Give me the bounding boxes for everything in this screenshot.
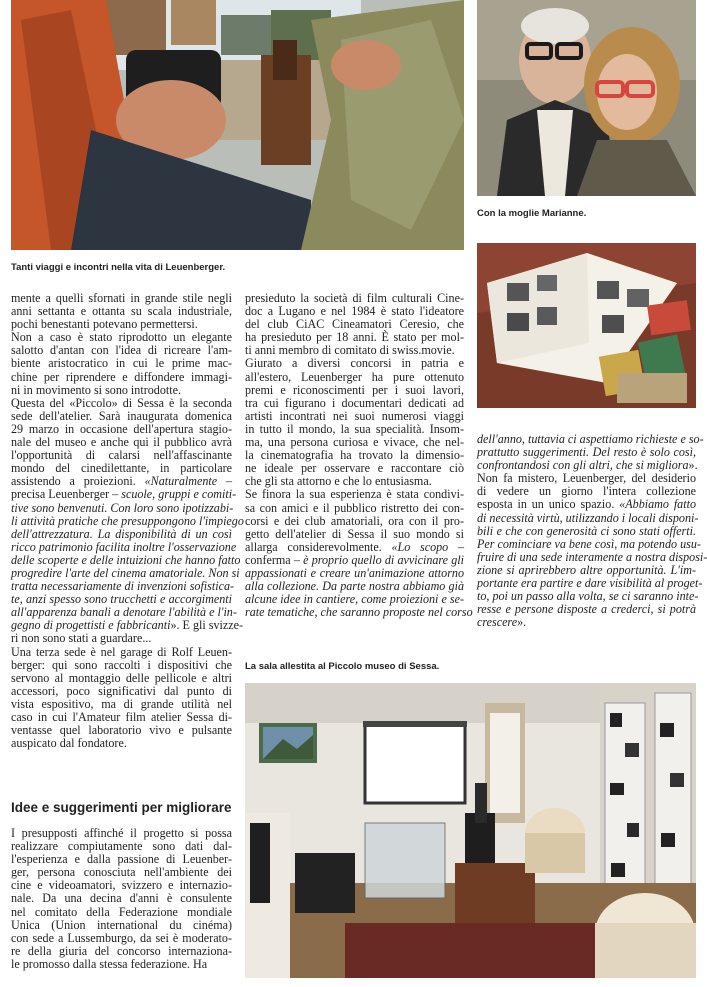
- col2-line: in tutto il mondo, la sua specialità. Insom-: [245, 421, 464, 436]
- col1b-line: con sede a Lussemburgo, da sei è moderato-: [11, 930, 232, 945]
- section-heading: Idee e suggerimenti per migliorare: [11, 800, 232, 815]
- col3-line: prattutto suggerimenti. Del resto è solo così,: [477, 445, 696, 460]
- col2-line: alla collezione. Da parte nostra abbiamo già: [245, 579, 464, 594]
- col2-line: del club CiAC Cineamatori Ceresio, che: [245, 317, 464, 332]
- col1b-line: I presupposti affinché il progetto si possa: [11, 826, 232, 840]
- col1-line: ricco patrimonio facilita inoltre l'osservazione: [11, 539, 237, 554]
- col1b-line: l'esperienza e dalla passione di Leuenber-: [11, 852, 232, 867]
- col2-line: ne ideale per osservare e raccontare ciò: [245, 461, 464, 476]
- col1-line: mente a quelli sfornati in grande stile negli: [11, 291, 232, 305]
- col3-line: fruire di una sede interamente a nostra disposi-: [477, 549, 707, 564]
- col3-line: esposta in un unico spazio. «Abbiamo fatto: [477, 497, 696, 512]
- col2-line: getto dell'atelier di Sessa il suo mondo si: [245, 526, 464, 541]
- col1-line: caso in cui l'Amateur film atelier Sessa di-: [11, 710, 232, 724]
- col2-line: corsi e dei club amatoriali, ora con il pro-: [245, 513, 464, 528]
- col1-line: pochi benestanti potevano permettersi.: [11, 317, 198, 332]
- col3-line: zione si aprirebbero altre opportunità. L'im-: [477, 562, 696, 577]
- col1-line: ventasse quel laboratorio vivo e pulsante: [11, 723, 232, 738]
- col3-line: resse e persone disposte a crederci, si potrà: [477, 602, 696, 617]
- col1-line: nale del museo e anche qui il pubblico avrà: [11, 435, 232, 450]
- col2-line: tra cui figurano i documentari dedicati ad: [245, 395, 464, 410]
- photo-couple: [477, 0, 696, 196]
- col1-line: progredire l'arte del cinema amatoriale. Non si: [11, 565, 240, 580]
- col2-line: Se finora la sua esperienza è stata condivi-: [245, 487, 464, 502]
- col3-line: portante era partire e dare visibilità al proget-: [477, 576, 703, 591]
- photo-travel-street: [11, 0, 464, 250]
- col1-line: servono al montaggio delle pellicole e altri: [11, 670, 232, 685]
- col1-line: auspicato dal fondatore.: [11, 736, 127, 751]
- col1b-line: cine e videoamatori, svizzero e internazio-: [11, 878, 232, 893]
- col3-line: di vedere un giorno l'intera collezione: [477, 484, 696, 499]
- col2-line: doc a Lugano e nel 1984 è stato l'ideatore: [245, 304, 464, 319]
- text-column-1: [11, 291, 244, 751]
- col3-line: Per cominciare va bene così, ma potendo usu-: [477, 536, 701, 551]
- col2-line: all'estero, Leuenberger ha pure ottenuto: [245, 369, 464, 384]
- col2-line: artisti incontrati nei suoi numerosi viaggi: [245, 408, 464, 423]
- text-column-3: [477, 432, 707, 630]
- col1-line: ri non sono stati a guardare...: [11, 631, 152, 646]
- col2-line: Giurato a diversi concorsi in patria e: [245, 356, 464, 371]
- col1b-line: le promosso dalla stessa federazione. Ha: [11, 956, 208, 971]
- col2-line: sa con amici e il pubblico ristretto dei con-: [245, 500, 464, 515]
- col2-line: che gli sta attorno e che lo entusiasma.: [245, 474, 432, 489]
- col2-line: ti anni membro di comitato di swiss.movie.: [245, 343, 455, 358]
- col1-line: dell'attrezzatura. La disponibilità di un così: [11, 526, 232, 541]
- col1b-line: nel comitato della Federazione mondiale: [11, 904, 232, 919]
- col1-line: te, anzi spesso sono trucchetti e accorgimenti: [11, 592, 232, 607]
- col1-line: tratta necessariamente di invenzioni sofistica-: [11, 579, 235, 594]
- col1-line: accessori, poco significativi dal punto di: [11, 683, 232, 698]
- col1b-line: realizzare compiutamente sono dati dal-: [11, 839, 232, 854]
- col3-line: bili e che con generosità ci sono stati offerti.: [477, 523, 696, 538]
- text-column-1-continued: [11, 827, 232, 971]
- col1b-line: Unica (Union international du cinéma): [11, 917, 232, 932]
- col1-line: delle scoperte e delle intuizioni che hanno fatto: [11, 552, 241, 567]
- col3-line: crescere».: [477, 615, 527, 630]
- col1-line: anni settanta e ottanta su scala industriale,: [11, 304, 232, 319]
- caption-room: La sala allestita al Piccolo museo di Sessa.: [245, 661, 440, 672]
- col1-line: mondo del cinedilettante, in particolare: [11, 461, 232, 476]
- col1-line: salotto d'antan con l'idea di ricreare l'am-: [11, 343, 232, 358]
- photo-exhibition-room: [245, 683, 696, 978]
- col1b-line: nale. Da una decina d'anni è consulente: [11, 891, 232, 906]
- col2-line: premi e riconoscimenti per i suoi lavori,: [245, 382, 464, 397]
- col2-line: ha presieduto per 18 anni. È stato per mol-: [245, 330, 464, 345]
- col1-line: gegno di progettisti e fabbricanti». E gli svizze-: [11, 618, 243, 633]
- col2-line: allarga considerevolmente. «Lo scopo –: [245, 539, 464, 554]
- col1-line: tive sono benvenuti. Con loro sono ipotizzabi-: [11, 500, 234, 515]
- col1-line: biente aristocratico in cui le prime mac-: [11, 356, 232, 371]
- photo-book-collection: [477, 243, 696, 408]
- col3-line: confrontandosi con gli altri, che si migliora».: [477, 458, 698, 473]
- col2-line: appassionati e creare un'animazione attorno: [245, 565, 464, 580]
- col2-line: presieduto la società di film culturali Cine-: [245, 291, 464, 305]
- col2-line: conferma – è proprio quello di avvicinare gli: [245, 552, 465, 567]
- text-column-2: [245, 291, 473, 620]
- col1b-line: re della giuria del concorso internaziona-: [11, 943, 232, 958]
- col1b-line: ger, persona conosciuta nell'ambiente dei: [11, 865, 232, 880]
- col2-line: alcune idee in cantiere, come proiezioni e se-: [245, 592, 464, 607]
- col1-line: vista espositivo, ma di grande utilità nel: [11, 696, 232, 711]
- col1-line: assistendo a proiezioni. «Naturalmente –: [11, 474, 232, 489]
- col3-line: di necessità virtù, utilizzando i locali disponi-: [477, 510, 699, 525]
- col3-line: to, poi un passo alla volta, se ci saranno inte-: [477, 589, 699, 604]
- col1-line: berger: qui sono raccolti i dispositivi che: [11, 657, 232, 672]
- col1-line: Questa del «Piccolo» di Sessa è la seconda: [11, 395, 232, 410]
- caption-wife: Con la moglie Marianne.: [477, 208, 587, 219]
- col1-line: 29 marzo in occasione dell'apertura stagio-: [11, 421, 232, 436]
- col1-line: all'apparenza banali a denotare l'abilità e l'in-: [11, 605, 237, 620]
- col1-line: Una terza sede è nel garage di Rolf Leuen-: [11, 644, 232, 659]
- col1-line: sede dell'atelier. Sarà inaugurata domenica: [11, 408, 232, 423]
- col1-line: Non a caso è stato riprodotto un elegante: [11, 330, 232, 345]
- col1-line: ni in movimento si sono introdotte.: [11, 382, 181, 397]
- col1-line: l'opportunità di calarsi nell'affascinante: [11, 448, 232, 463]
- col3-line: dell'anno, tuttavia ci aspettiamo richieste e so-: [477, 432, 704, 446]
- col3-line: Non fa mistero, Leuenberger, del desiderio: [477, 471, 696, 486]
- col1-line: li attività pratiche che presuppongono l'impiego: [11, 513, 244, 528]
- col1-line: chine per riprendere e diffondere immagi-: [11, 369, 232, 384]
- caption-travel: Tanti viaggi e incontri nella vita di Leuenberger.: [11, 262, 226, 273]
- col1-line: precisa Leuenberger – scuole, gruppi e comiti-: [11, 487, 237, 502]
- col2-line: rate tematiche, che saranno proposte nel corso: [245, 605, 473, 620]
- col2-line: la cinematografia ha trovato la dimensio-: [245, 448, 464, 463]
- col2-line: ma, una persona curiosa e vivace, che nel-: [245, 435, 464, 450]
